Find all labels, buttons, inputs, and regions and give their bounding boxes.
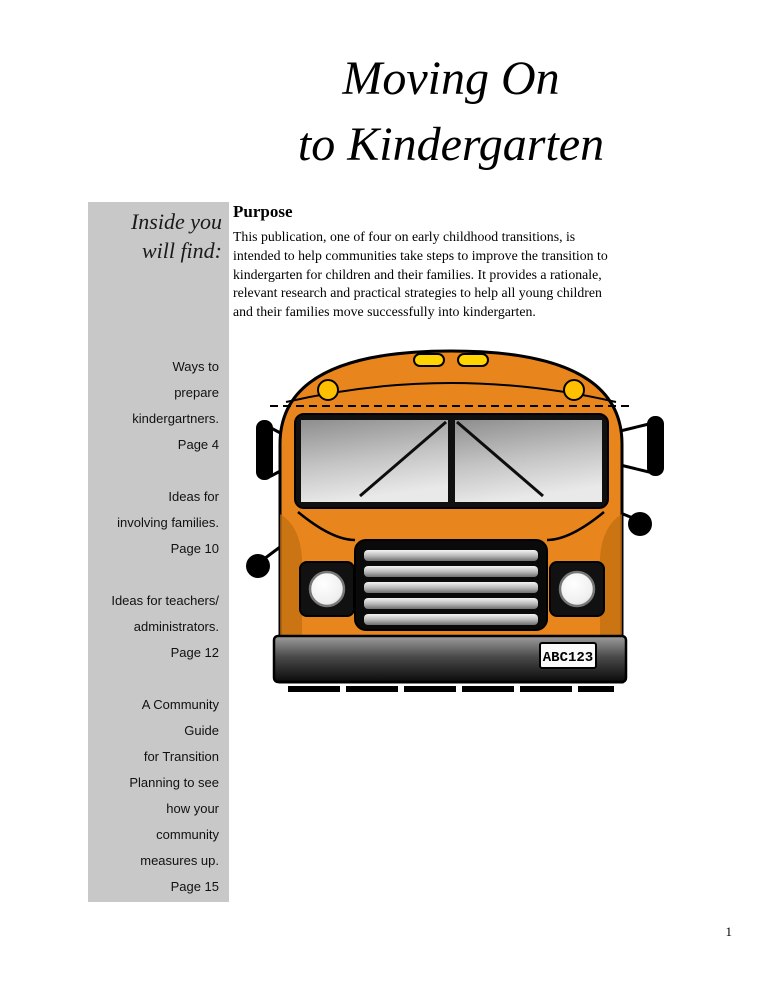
headlight-right [550,562,604,616]
toc-item-community-guide [88,692,219,900]
windshield-right-pane [455,420,602,502]
roof-marker-light-right [458,354,488,366]
windshield [295,414,608,508]
left-convex-mirror [246,554,270,578]
toc-page-ref: Page 15 [170,878,219,894]
toc-line: community [156,826,219,842]
left-mirror [256,420,273,480]
school-bus-illustration [240,344,680,694]
purpose-line: kindergarten for children and their families. It provides a rationale, [233,266,602,282]
grille [355,540,547,630]
toc-page-ref: Page 4 [177,436,219,452]
right-convex-mirror [628,512,652,536]
toc-line: Ideas for teachers/ [111,592,219,608]
purpose-line: relevant research and practical strategies to help all young children [233,285,602,301]
school-bus-svg [240,344,680,694]
inside-you-will-find-sidebar [88,202,229,902]
purpose-line: This publication, one of four on early childhood transitions, is [233,229,576,244]
license-plate [540,643,596,668]
amber-signal-right [564,380,584,400]
page-title [226,46,676,178]
toc-line: kindergartners. [132,410,219,426]
toc-line: prepare [174,384,219,400]
purpose-line: intended to help communities take steps to improve the transition to [233,247,608,263]
sidebar-contents-list [88,354,229,900]
toc-line: for Transition [143,748,219,764]
sidebar-heading-line-2: will find: [141,238,222,264]
roof-marker-light-left [414,354,444,366]
toc-page-ref: Page 12 [170,644,219,660]
bus-body [280,351,622,682]
amber-signal-left [318,380,338,400]
right-mirror [647,416,664,476]
title-line-2: to Kindergarten [297,118,605,172]
toc-line: Ideas for [168,488,219,504]
toc-line: measures up. [140,852,219,868]
headlight-left [300,562,354,616]
toc-page-ref: Page 10 [170,540,219,556]
toc-item-teachers-administrators [88,588,219,666]
purpose-paragraph [233,228,693,322]
sidebar-heading [88,207,229,266]
page-number: 1 [725,924,732,939]
toc-line: how your [166,800,219,816]
toc-item-involving-families [88,484,219,562]
title-line-1: Moving On [342,52,560,105]
toc-line: involving families. [117,514,219,530]
toc-line: A Community [141,696,219,712]
sidebar-heading-line-1: Inside you [130,209,222,234]
toc-line: Guide [184,722,219,738]
toc-line: Planning to see [129,774,219,790]
toc-line: Ways to [172,358,219,374]
windshield-left-pane [301,420,448,502]
purpose-heading: Purpose [233,202,293,221]
toc-line: administrators. [133,618,219,634]
purpose-line: and their families move successfully into kindergarten. [233,304,536,320]
toc-item-prepare-kindergartners [88,354,219,458]
license-plate-text: ABC123 [542,650,594,666]
